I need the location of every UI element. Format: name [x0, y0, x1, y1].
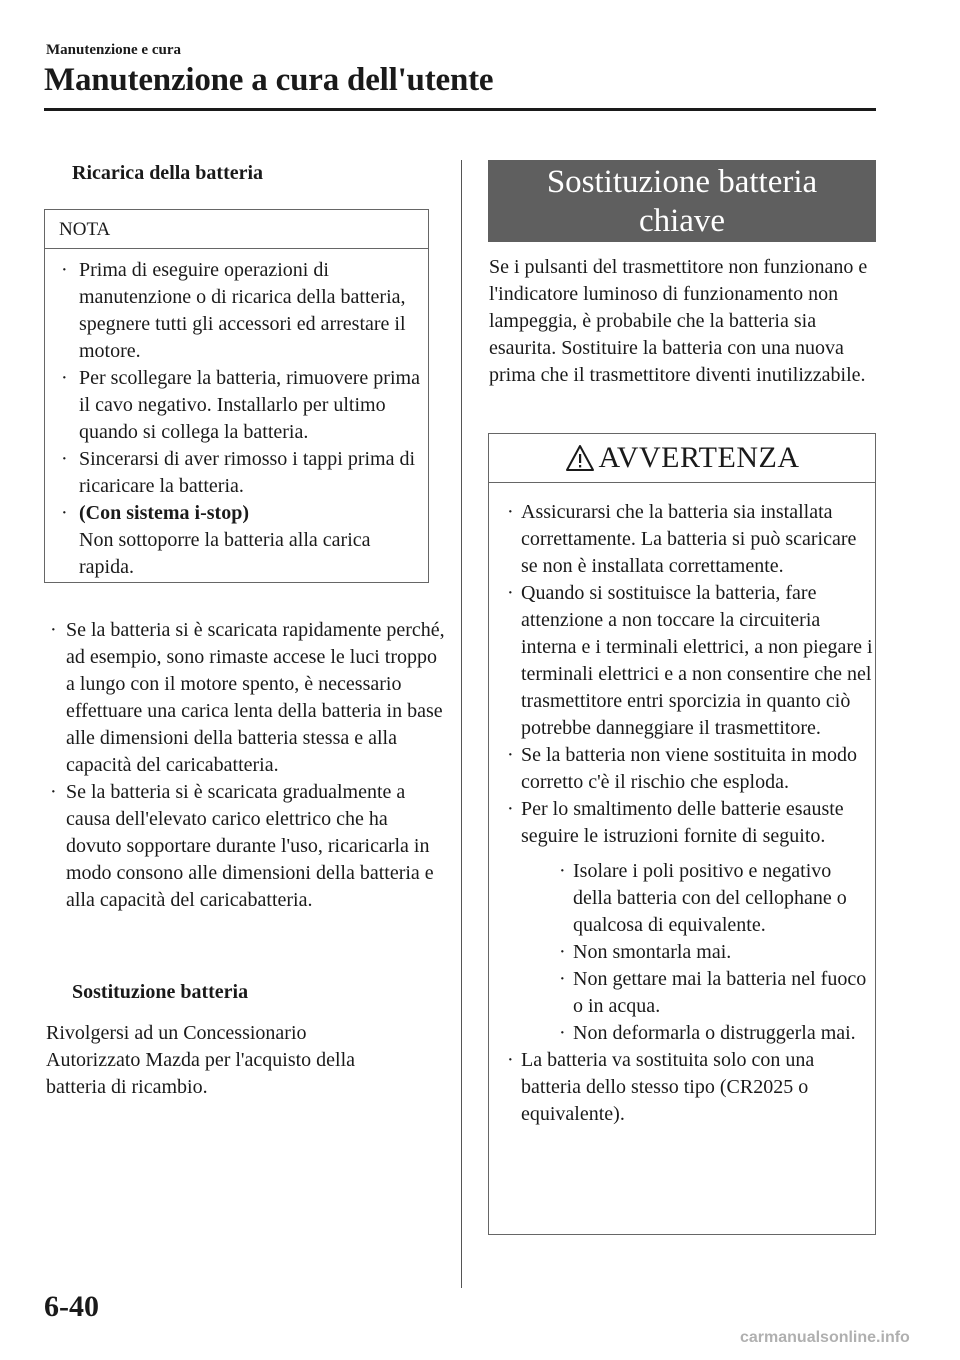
note-box — [44, 209, 429, 583]
list-item: · Isolare i poli positivo e negativo della batteria con del cellophane o qualcosa di equivalente. — [559, 860, 847, 936]
bullet-icon: · — [50, 619, 57, 641]
list-item: · Sincerarsi di aver rimosso i tappi prima di ricaricare la batteria. — [61, 448, 416, 497]
list-item: · Quando si sostituisce la batteria, fare attenzione a non toccare la circuiteria interna e i terminali elettrici, a non piegare i terminali elettrici e a non consentire che nel trasmettitore entri sporcizia in quanto ciò potrebbe danneggiare il trasmettitore. — [507, 582, 873, 739]
list-item: · Se la batteria si è scaricata gradualmente a causa dell'elevato carico elettrico che ha dovuto sopportare durante l'uso, ricaricarla in modo consono alle dimensioni della batteria e alla capacità del caricabatteria. — [50, 781, 434, 911]
bullet-icon: · — [507, 798, 514, 820]
column-divider — [461, 160, 462, 1288]
page-number: 6-40 — [44, 1290, 99, 1323]
bullet-icon: · — [61, 448, 68, 470]
bullet-icon: · — [507, 501, 514, 523]
list-item: · Non deformarla o distruggerla mai. — [521, 1020, 875, 1047]
bullet-icon: · — [559, 941, 566, 963]
list-item: · Se la batteria si è scaricata rapidamente perché, ad esempio, sono rimaste accese le luci troppo a lungo con il motore spento, è necessario effettuare una carica lenta della batteria in base alle dimensioni della batteria stessa e alla capacità del caricabatteria. — [50, 619, 445, 776]
warning-title: AVVERTENZA — [598, 441, 800, 474]
warning-triangle-icon — [565, 444, 595, 472]
list-item: · Non gettare mai la batteria nel fuoco o in acqua. — [559, 968, 867, 1017]
note-title: NOTA — [45, 210, 428, 249]
intro-text: Se i pulsanti del trasmettitore non funzionano e l'indicatore luminoso di funzionamento non lampeggia, è probabile che la batteria sia esaurita. Sostituire la batteria con una nuova prima che il trasmettitore diventi inutilizzabile. — [489, 256, 868, 386]
list-item: · Per scollegare la batteria, rimuovere prima il cavo negativo. Installarlo per ultimo quando si collega la batteria. — [61, 367, 420, 443]
bullet-icon: · — [559, 860, 566, 882]
list-item: · Assicurarsi che la batteria sia installata correttamente. La batteria si può scaricare se non è installata correttamente. — [507, 501, 857, 577]
section-banner: Sostituzione batteria chiave — [488, 160, 876, 242]
bullet-icon: · — [507, 582, 514, 604]
list-item: · Prima di eseguire operazioni di manutenzione o di ricarica della batteria, spegnere tutti gli accessori ed arrestare il motore. — [61, 259, 406, 362]
header-rule — [44, 108, 876, 111]
note-list — [45, 257, 428, 581]
bullet-icon: · — [61, 367, 68, 389]
list-item: · Per lo smaltimento delle batterie esauste seguire le istruzioni fornite di seguito. · Isolare i poli positivo e negativo della batteria con del cellophane o qualcosa di equivalente. · Non smontarla mai. · Non gettare mai la batteria nel fuoco o in acqua. · Non deformarla o distruggerla mai. — [489, 796, 875, 1047]
warning-box — [488, 433, 876, 1235]
watermark: carmanualsonline.info — [740, 1329, 910, 1346]
header-section: Manutenzione e cura — [46, 42, 181, 58]
page-title: Manutenzione a cura dell'utente — [44, 62, 494, 98]
heading-replace: Sostituzione batteria — [72, 981, 249, 1003]
bullet-icon: · — [559, 1022, 566, 1044]
bullet-icon: · — [507, 744, 514, 766]
warning-list — [489, 499, 875, 1128]
warning-header — [489, 434, 875, 483]
list-item: · Se la batteria non viene sostituita in modo corretto c'è il rischio che esploda. — [507, 744, 858, 793]
replace-text: Rivolgersi ad un Concessionario Autorizzato Mazda per l'acquisto della batteria di ricambio. — [46, 1022, 356, 1098]
bullet-icon: · — [559, 968, 566, 990]
bullet-icon: · — [50, 781, 57, 803]
disposal-sublist — [521, 858, 875, 1047]
bullet-icon: · — [61, 502, 68, 524]
list-item: · La batteria va sostituita solo con una batteria dello stesso tipo (CR2025 o equivalente). — [507, 1049, 815, 1125]
heading-charge: Ricarica della batteria — [72, 162, 264, 184]
bullet-icon: · — [61, 259, 68, 281]
left-bullets — [46, 617, 446, 914]
list-item: · (Con sistema i-stop) Non sottoporre la batteria alla carica rapida. — [61, 502, 371, 578]
bullet-icon: · — [507, 1049, 514, 1071]
istop-label: (Con sistema i-stop) — [79, 502, 249, 524]
list-item: · Non smontarla mai. — [521, 939, 875, 966]
